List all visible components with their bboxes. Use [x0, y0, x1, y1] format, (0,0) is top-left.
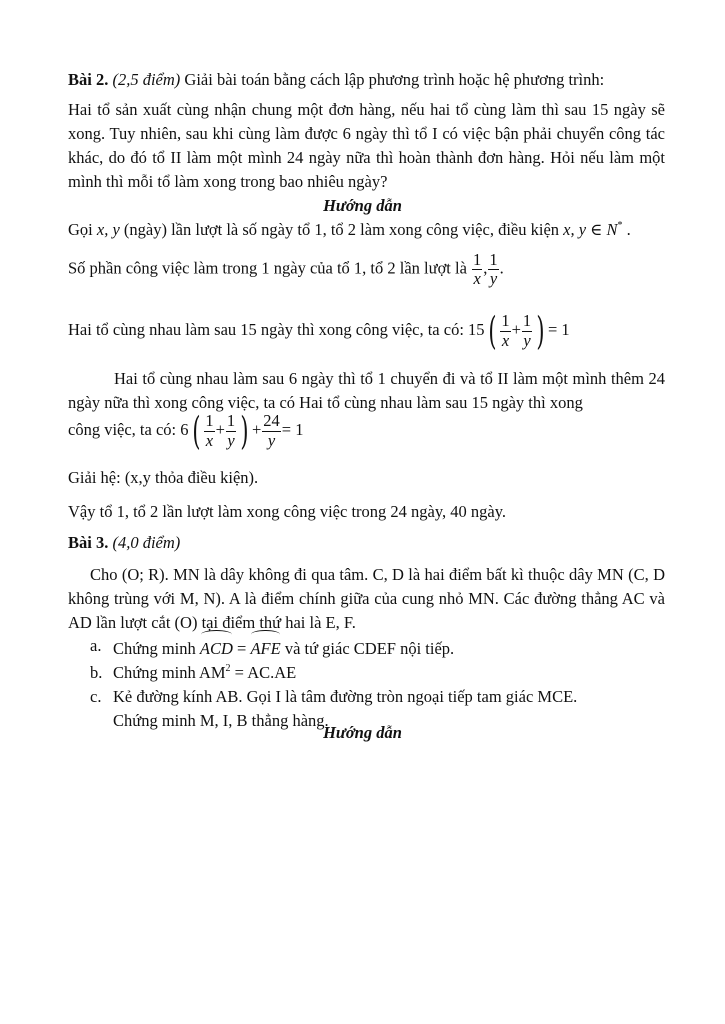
- problem-2-label: Bài 2.: [68, 70, 109, 89]
- guide-line-variables: Gọi x, y (ngày) lần lượt là số ngày tổ 1, tổ 2 làm xong công việc, điều kiện x, y ∈ N* .: [68, 220, 631, 239]
- guide-line-second-scenario: Hai tổ cùng nhau làm sau 6 ngày thì tổ 1 chuyển đi và tổ II làm một mình thêm 24 ngày nữa thì xong công việc, ta có Hai tổ cùng nhau làm sau 15 ngày thì xong: [68, 369, 665, 412]
- guide-line-equation-1: Hai tổ cùng nhau làm sau 15 ngày thì xong công việc, ta có: 15( $\frac{1}{x}$ + $\frac{1}{y}$ ) = 1: [68, 309, 570, 353]
- problem-2-instruction: Giải bài toán bằng cách lập phương trình hoặc hệ phương trình:: [180, 70, 605, 89]
- fraction-1-over-x: $\frac{1}{x}$: [473, 250, 482, 289]
- part-b: b. Chứng minh $AM^2 = AC.AE$: [90, 662, 297, 682]
- fraction-1-over-y: $\frac{1}{y}$: [489, 250, 498, 289]
- guide-line-rates: Số phần công việc làm trong 1 ngày của tổ 1, tổ 2 lần lượt là $\frac{1}{x}$ , $\frac{1}{y}$ .: [68, 250, 504, 289]
- problem-3-statement: Cho (O; R). MN là dây không đi qua tâm. C, D là hai điểm bất kì thuộc dây MN (C, D không trùng với M, N). A là điểm chính giữa của cung nhỏ MN. Các đường thẳng AC và AD lần lượt cắt (O) tại điểm thứ hai là E, F.: [68, 565, 665, 632]
- equation-1: 15( $\frac{1}{x}$ + $\frac{1}{y}$ ) = 1: [468, 309, 570, 353]
- problem-2-points: (2,5 điểm): [112, 70, 181, 89]
- part-a: a. Chứng minh ACD = AFE và tứ giác CDEF nội tiếp.: [90, 634, 665, 661]
- problem-3-label: Bài 3.: [68, 533, 109, 552]
- problem-3-header: [68, 531, 665, 555]
- problem-3-points: (4,0 điểm): [112, 533, 181, 552]
- guide-line-equation-2: công việc, ta có: 6( $\frac{1}{x}$ + $\frac{1}{y}$ ) + $\frac{24}{y}$ = 1: [68, 409, 304, 453]
- problem-3-guide-heading: Hướng dẫn: [323, 723, 402, 742]
- variables-xy: x, y: [96, 220, 120, 239]
- problem-2-header: [68, 68, 665, 92]
- guide-line-solve: Giải hệ: (x,y thỏa điều kiện).: [68, 468, 259, 487]
- problem-3-parts: [90, 634, 665, 733]
- problem-2-guide-heading: Hướng dẫn: [323, 196, 402, 215]
- guide-line-conclusion: Vậy tổ 1, tổ 2 lần lượt làm xong công việc trong 24 ngày, 40 ngày.: [68, 502, 507, 521]
- condition: x, y ∈ N: [563, 220, 618, 239]
- arc-afe: AFE: [250, 634, 280, 661]
- equation-2: 6( $\frac{1}{x}$ + $\frac{1}{y}$ ) + $\frac{24}{y}$ = 1: [180, 409, 304, 453]
- problem-2-statement: Hai tổ sản xuất cùng nhận chung một đơn hàng, nếu hai tổ cùng làm thì sau 15 ngày sẽ xong. Tuy nhiên, sau khi cùng làm được 6 ngày thì tổ I có việc bận phải chuyển công tác khác, do đó tổ II làm một mình 24 ngày nữa thì hoàn thành đơn hàng. Hỏi nếu làm một mình thì mỗi tổ làm xong trong bao nhiêu ngày?: [68, 100, 665, 191]
- arc-acd: ACD: [200, 634, 233, 661]
- part-c: c. Kẻ đường kính AB. Gọi I là tâm đường tròn ngoại tiếp tam giác MCE. Chứng minh M, I, B thẳng hàng.: [90, 686, 578, 730]
